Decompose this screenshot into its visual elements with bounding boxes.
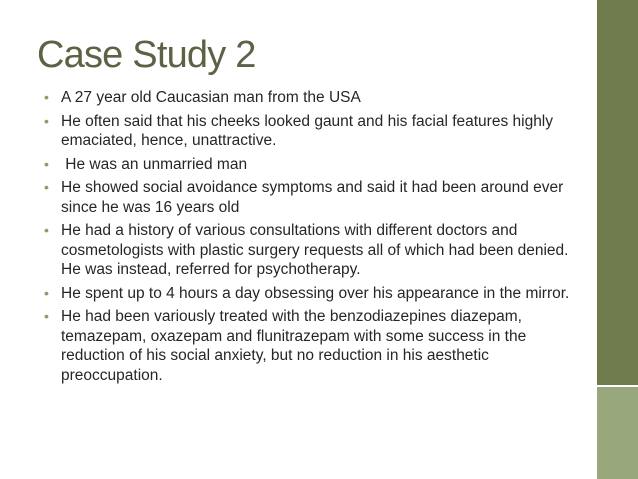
bullet-dot-icon: • bbox=[44, 155, 49, 172]
bullet-text: He showed social avoidance symptoms and said it had been around ever since he was 16 years old bbox=[61, 179, 564, 216]
bullet-item bbox=[44, 112, 592, 151]
sidebar-accent-bottom bbox=[597, 387, 638, 479]
bullet-item bbox=[44, 88, 592, 108]
bullet-dot-icon: • bbox=[44, 222, 49, 238]
bullet-text: He was an unmarried man bbox=[61, 155, 248, 173]
bullet-dot-icon: • bbox=[44, 112, 49, 129]
bullet-item bbox=[44, 221, 592, 280]
bullet-dot-icon: • bbox=[44, 284, 49, 301]
bullet-text: He had been variously treated with the benzodiazepines diazepam, temazepam, oxazepam and flunitrazepam with some success in the reduction of his social anxiety, but no reduction in his aesthetic preoccupation. bbox=[61, 308, 527, 384]
sidebar-accent-top bbox=[597, 0, 638, 385]
bullet-item bbox=[44, 284, 592, 304]
bullet-text: He spent up to 4 hours a day obsessing over his appearance in the mirror. bbox=[61, 284, 570, 302]
bullet-dot-icon: • bbox=[44, 179, 49, 195]
slide-title: Case Study 2 bbox=[37, 34, 256, 76]
bullet-item bbox=[44, 155, 592, 175]
bullet-text: A 27 year old Caucasian man from the USA bbox=[61, 89, 361, 106]
bullet-dot-icon: • bbox=[44, 308, 49, 324]
bullet-item bbox=[44, 178, 592, 217]
bullet-dot-icon: • bbox=[44, 89, 49, 105]
bullet-list bbox=[44, 88, 592, 389]
bullet-text: He often said that his cheeks looked gaunt and his facial features highly emaciated, hence, unattractive. bbox=[61, 112, 554, 149]
bullet-text: He had a history of various consultations with different doctors and cosmetologists with plastic surgery requests all of which had been denied. He was instead, referred for psychotherapy. bbox=[61, 222, 569, 278]
bullet-item bbox=[44, 307, 592, 385]
